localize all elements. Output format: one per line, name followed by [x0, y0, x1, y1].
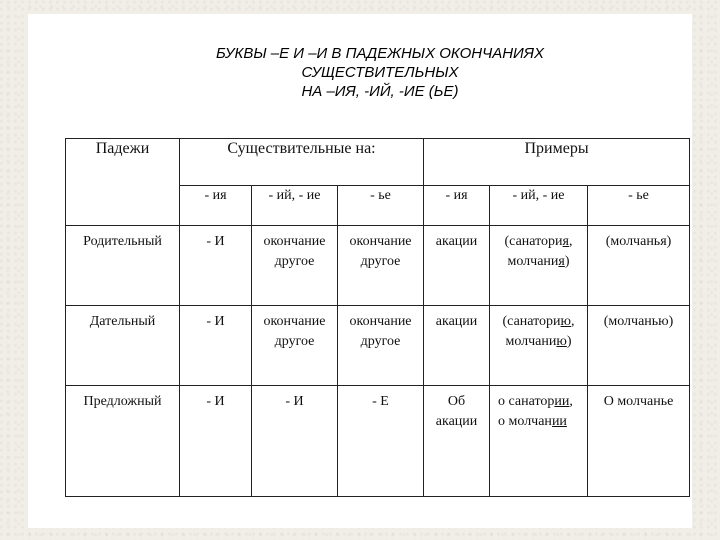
ending-iya: - И: [180, 386, 252, 497]
ending-iya: - И: [180, 306, 252, 386]
ending-ye: окончание другое: [338, 306, 424, 386]
page-title: [0, 44, 720, 101]
subheader-cell: - ия: [424, 186, 490, 226]
subheader-cell: - ий, - ие: [252, 186, 338, 226]
example-word: (санатория,: [504, 234, 573, 249]
example-iy-ie: [490, 386, 588, 497]
ending-iy-ie: - И: [252, 386, 338, 497]
table-row: [66, 306, 690, 386]
header-nouns: Существительные на:: [180, 139, 424, 186]
example-iya: акации: [424, 306, 490, 386]
example-word: молчания): [507, 254, 570, 269]
example-word: (санаторию,: [502, 314, 575, 329]
header-cases: Падежи: [66, 139, 180, 226]
case-name: Родительный: [66, 226, 180, 306]
ending-iya: - И: [180, 226, 252, 306]
ending-ye: - Е: [338, 386, 424, 497]
example-word: молчанию): [505, 334, 572, 349]
ending-ye: окончание другое: [338, 226, 424, 306]
ending-iy-ie: окончание другое: [252, 306, 338, 386]
subheader-cell: - ия: [180, 186, 252, 226]
example-ye: О молчанье: [588, 386, 690, 497]
grammar-table: [65, 138, 690, 497]
table-row: [66, 226, 690, 306]
example-iy-ie: [490, 226, 588, 306]
subheader-cell: - ий, - ие: [490, 186, 588, 226]
header-row: [66, 139, 690, 186]
case-name: Дательный: [66, 306, 180, 386]
case-name: Предложный: [66, 386, 180, 497]
subheader-cell: - ье: [588, 186, 690, 226]
example-iy-ie: [490, 306, 588, 386]
header-examples: Примеры: [424, 139, 690, 186]
title-line-1: БУКВЫ –Е И –И В ПАДЕЖНЫХ ОКОНЧАНИЯХ: [215, 45, 545, 62]
ending-iy-ie: окончание другое: [252, 226, 338, 306]
example-iya: акации: [424, 226, 490, 306]
title-line-2: СУЩЕСТВИТЕЛЬНЫХ: [301, 64, 459, 81]
example-ye: (молчанья): [588, 226, 690, 306]
title-line-3: НА –ИЯ, -ИЙ, -ИЕ (ЬЕ): [301, 83, 459, 100]
example-word: о санатории,: [498, 394, 573, 409]
example-word: о молчании: [498, 414, 567, 429]
subheader-cell: - ье: [338, 186, 424, 226]
example-iya: Об акации: [424, 386, 490, 497]
table-row: [66, 386, 690, 497]
example-ye: (молчанью): [588, 306, 690, 386]
